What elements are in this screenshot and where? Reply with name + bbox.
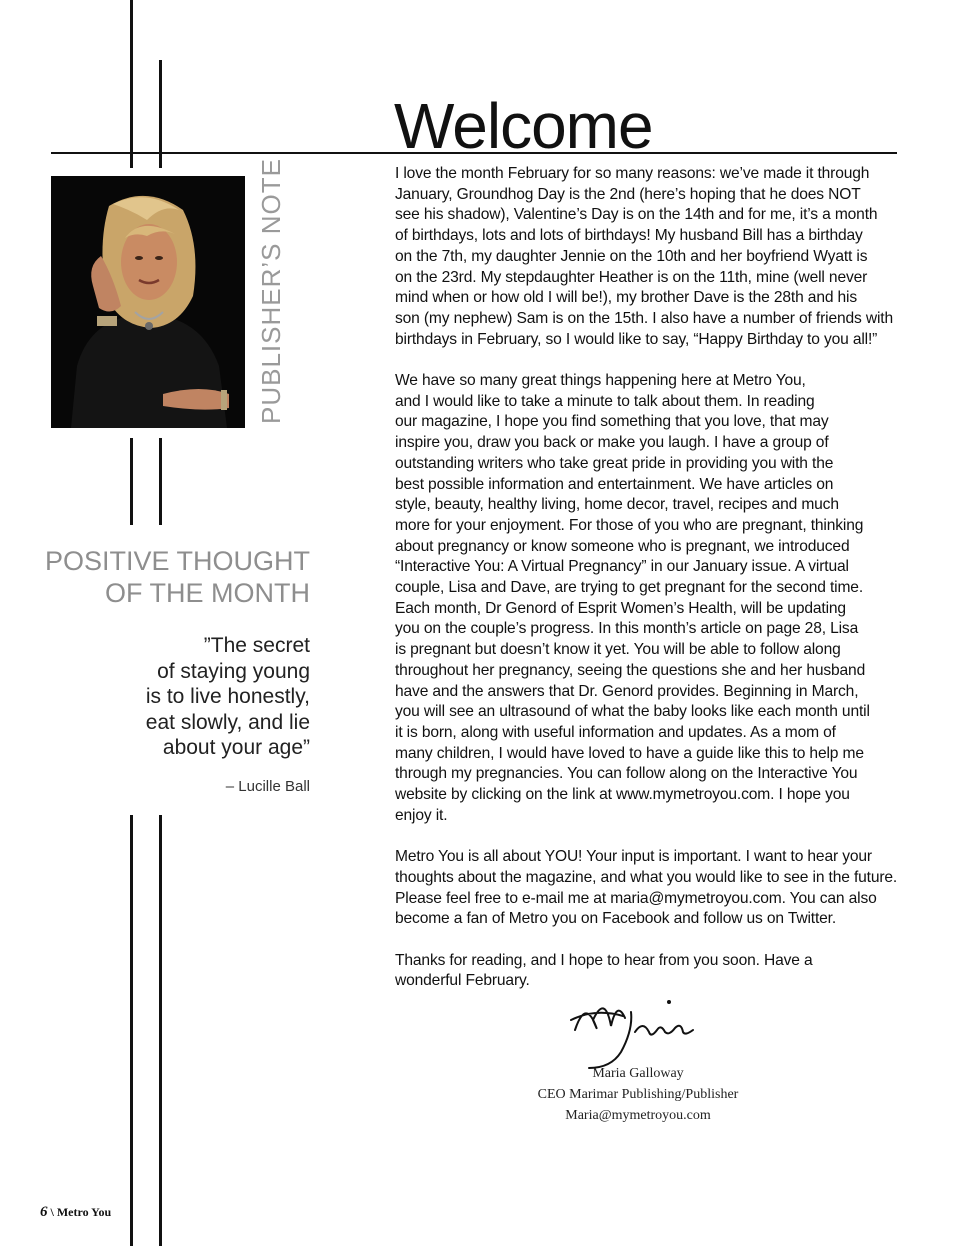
body-line: “Interactive You: A Virtual Pregnancy” in our January issue. A virtual xyxy=(395,558,849,576)
quote-line: of staying young xyxy=(157,659,310,683)
body-line: on the 23rd. My stepdaughter Heather is on the 11th, mine (well never xyxy=(395,268,868,286)
body-line: mind when or how old I will be!), my brother Dave is the 28th and his xyxy=(395,289,858,307)
body-line: style, beauty, healthy living, home decor, travel, recipes and much xyxy=(395,496,839,514)
body-line: about pregnancy or know someone who is pregnant, we introduced xyxy=(395,537,850,555)
body-line: Thanks for reading, and I hope to hear from you soon. Have a xyxy=(395,951,813,969)
positive-thought-heading-line: POSITIVE THOUGHT xyxy=(44,546,310,576)
body-line: throughout her pregnancy, seeing the questions she and her husband xyxy=(395,661,866,679)
rule-right-lower xyxy=(159,815,162,1246)
rule-left-mid xyxy=(130,438,133,525)
rule-left-lower xyxy=(130,815,133,1246)
quote-line: eat slowly, and lie xyxy=(145,710,310,734)
body-line: and I would like to take a minute to talk about them. In reading xyxy=(395,392,815,410)
positive-thought-heading xyxy=(40,545,310,609)
body-line: best possible information and entertainment. We have articles on xyxy=(395,475,834,493)
publisher-photo xyxy=(51,176,245,428)
publication-name: \ Metro You xyxy=(50,1205,112,1219)
quote-line: about your age” xyxy=(162,736,310,759)
signature-email: Maria@mymetroyou.com xyxy=(565,1108,711,1123)
rule-right-mid xyxy=(159,438,162,525)
body-line: you will see an ultrasound of what the baby looks like each month until xyxy=(395,703,870,721)
body-line: son (my nephew) Sam is on the 15th. I also have a number of friends with xyxy=(395,309,893,327)
page-title: Welcome xyxy=(394,90,653,162)
body-line: through my pregnancies. You can follow along on the Interactive You xyxy=(395,765,858,783)
body-line: more for your enjoyment. For those of you who are pregnant, thinking xyxy=(395,516,864,534)
body-line: is pregnant but doesn’t know it yet. You will be able to follow along xyxy=(395,641,841,659)
paragraph-gap xyxy=(395,350,905,371)
body-line: outstanding writers who take great pride in providing you with the xyxy=(395,454,834,472)
body-line: see his shadow), Valentine’s Day is on the 14th and for me, it’s a month xyxy=(395,206,878,224)
body-line: become a fan of Metro you on Facebook and follow us on Twitter. xyxy=(395,910,837,928)
body-line: couple, Lisa and Dave, are trying to get pregnant for the second time. xyxy=(395,579,863,597)
body-line: I love the month February for so many reasons: we’ve made it through xyxy=(395,165,870,182)
body-line: January, Groundhog Day is the 2nd (here’s hoping that he does NOT xyxy=(395,185,861,203)
quote xyxy=(60,633,310,761)
quote-line: is to live honestly, xyxy=(145,685,310,708)
signature-image xyxy=(565,990,715,1070)
page-number: 6 xyxy=(40,1204,48,1220)
body-line: have and the answers that Dr. Genord provides. Beginning in March, xyxy=(395,682,859,700)
body-line: many children, I would have loved to have a guide like this to help me xyxy=(395,744,864,762)
body-line: you on the couple’s progress. In this month’s article on page 28, Lisa xyxy=(395,620,859,638)
body-line: thoughts about the magazine, and what you would like to see in the future. xyxy=(395,868,898,886)
paragraph-gap xyxy=(395,930,905,951)
body-line: Metro You is all about YOU! Your input is important. I want to hear your xyxy=(395,848,872,866)
body-line: birthdays in February, so I would like to say, “Happy Birthday to you all!” xyxy=(395,330,878,348)
body-line: Each month, Dr Genord of Esprit Women’s Health, will be updating xyxy=(395,599,846,617)
quote-line: ”The secret xyxy=(203,634,310,657)
positive-thought-heading-line: OF THE MONTH xyxy=(105,578,310,608)
signature-role: CEO Marimar Publishing/Publisher xyxy=(537,1087,739,1102)
body-line: We have so many great things happening here at Metro You, xyxy=(395,372,806,390)
body-line: it is born, along with useful information and updates. As a mom of xyxy=(395,723,836,741)
publishers-note-label: PUBLISHER’S NOTE xyxy=(256,158,286,424)
quote-author: – Lucille Ball xyxy=(225,778,310,795)
body-line: Please feel free to e-mail me at maria@mymetroyou.com. You can also xyxy=(395,889,877,907)
paragraph-gap xyxy=(395,826,905,847)
body-line: of birthdays, lots and lots of birthdays! My husband Bill has a birthday xyxy=(395,227,863,245)
body-line: our magazine, I hope you find something that you love, that may xyxy=(395,413,829,431)
signature-name: Maria Galloway xyxy=(592,1066,684,1081)
body-line: enjoy it. xyxy=(395,806,448,824)
body-line: on the 7th, my daughter Jennie on the 10th and her boyfriend Wyatt is xyxy=(395,247,868,265)
letter-body xyxy=(395,164,905,992)
rule-left-upper xyxy=(130,0,133,168)
body-line: website by clicking on the link at www.mymetroyou.com. I hope you xyxy=(395,786,850,804)
body-line: inspire you, draw you back or make you laugh. I have a group of xyxy=(395,434,829,452)
body-line: wonderful February. xyxy=(395,972,530,990)
page-footer xyxy=(40,1204,111,1221)
